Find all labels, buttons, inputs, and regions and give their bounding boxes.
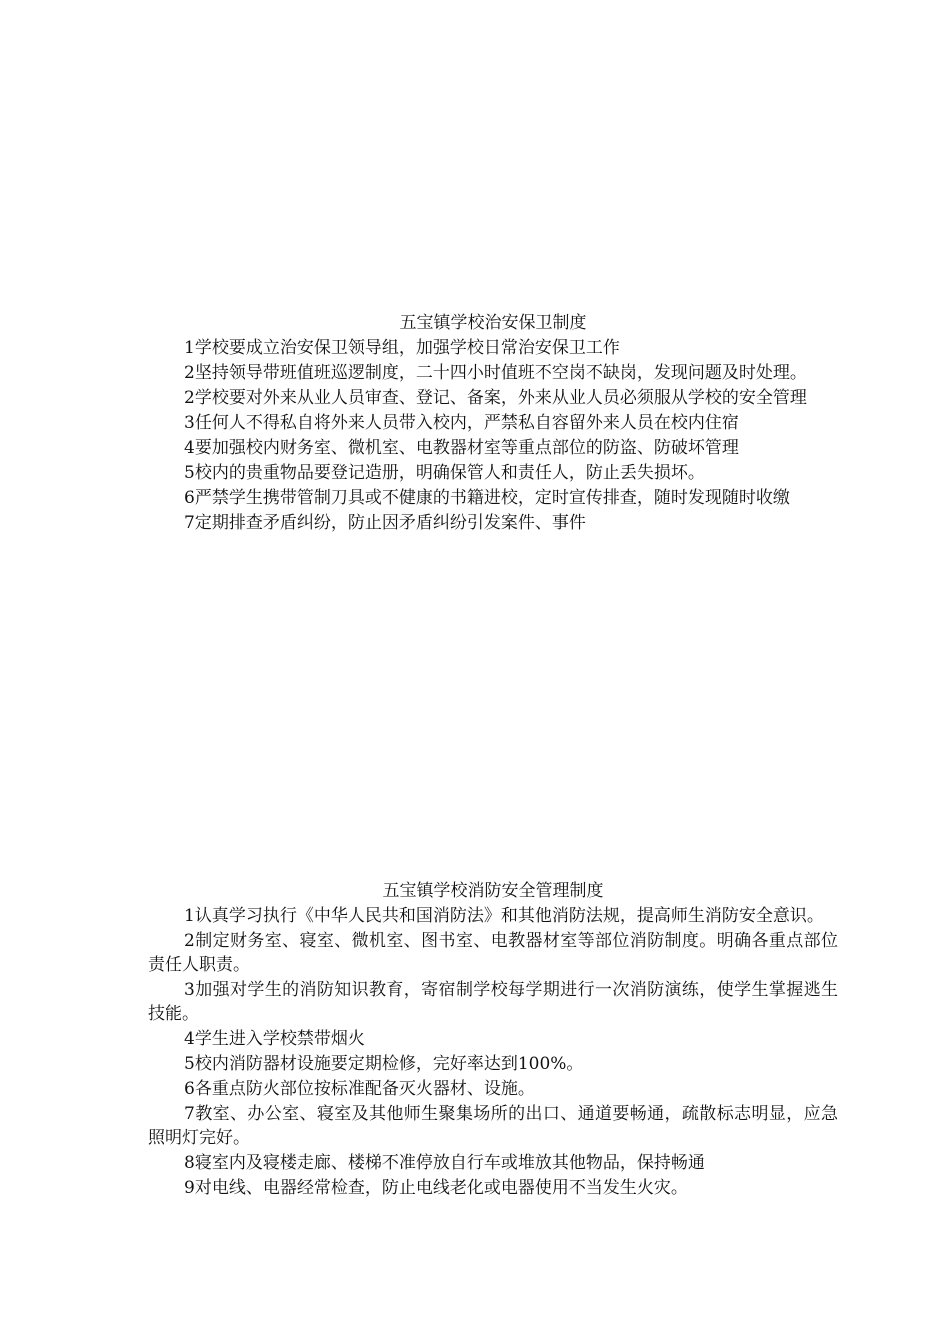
regulation-item: 4要加强校内财务室、微机室、电教器材室等重点部位的防盗、防破坏管理 (184, 438, 739, 458)
regulation-item: 7教室、办公室、寝室及其他师生聚集场所的出口、通道要畅通，疏散标志明显，应急照明灯完好。 (148, 1104, 838, 1148)
regulation-item: 2坚持领导带班值班巡逻制度，二十四小时值班不空岗不缺岗，发现问题及时处理。 (184, 363, 807, 383)
regulation-item: 6各重点防火部位按标准配备灭火器材、设施。 (184, 1079, 535, 1099)
regulation-item: 2学校要对外来从业人员审查、登记、备案，外来从业人员必须服从学校的安全管理 (184, 388, 807, 408)
fire-safety-regulation-section (148, 878, 838, 1201)
regulation-item: 7定期排查矛盾纠纷，防止因矛盾纠纷引发案件、事件 (184, 513, 586, 533)
regulation-item: 5校内消防器材设施要定期检修，完好率达到100%。 (184, 1054, 584, 1074)
section-title: 五宝镇学校治安保卫制度 (399, 313, 587, 333)
regulation-item: 6严禁学生携带管制刀具或不健康的书籍进校，定时宣传排查，随时发现随时收缴 (184, 488, 790, 508)
security-regulation-section (148, 310, 838, 536)
regulation-item: 1认真学习执行《中华人民共和国消防法》和其他消防法规，提高师生消防安全意识。 (184, 906, 824, 926)
regulation-item: 8寝室内及寝楼走廊、楼梯不准停放自行车或堆放其他物品，保持畅通 (184, 1153, 705, 1173)
regulation-item: 3任何人不得私自将外来人员带入校内，严禁私自容留外来人员在校内住宿 (184, 413, 739, 433)
regulation-item: 9对电线、电器经常检查，防止电线老化或电器使用不当发生火灾。 (184, 1178, 688, 1198)
regulation-item: 5校内的贵重物品要登记造册，明确保管人和责任人，防止丢失损坏。 (184, 463, 705, 483)
section-title: 五宝镇学校消防安全管理制度 (382, 881, 604, 901)
regulation-item: 3加强对学生的消防知识教育，寄宿制学校每学期进行一次消防演练，使学生掌握逃生技能。 (148, 980, 838, 1024)
regulation-item: 4学生进入学校禁带烟火 (184, 1029, 365, 1049)
regulation-item: 1学校要成立治安保卫领导组，加强学校日常治安保卫工作 (184, 338, 620, 358)
regulation-item: 2制定财务室、寝室、微机室、图书室、电教器材室等部位消防制度。明确各重点部位责任人职责。 (148, 931, 838, 975)
